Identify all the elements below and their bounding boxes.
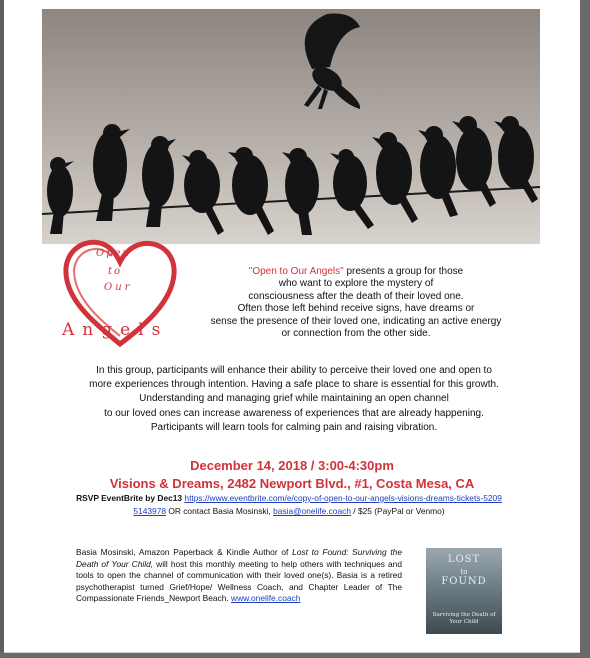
price-text: / $25 (PayPal or Venmo) (350, 506, 445, 516)
body-line-4: to our loved ones can increase awareness of experiences that are already happening. (104, 407, 484, 419)
logo-word-to: to (108, 266, 123, 277)
intro-line-5: sense the presence of their loved one, indicating an active energy (210, 315, 502, 327)
book-cover-subtitle: Surviving the Death of Your Child (432, 612, 496, 625)
eventbrite-link[interactable]: https://www.eventbrite.com/e/copy-of-open-to-our-angels-visions-dreams-tickets-52095143978 (133, 493, 502, 516)
logo-word-our: Our (104, 282, 133, 293)
rsvp-details (74, 492, 504, 518)
intro-line-6: or connection from the other side. (281, 328, 431, 340)
intro-line-1: presents a group for those (343, 266, 464, 277)
book-title-text: Lost to Found: Surviving the Death of Your Child, (76, 547, 402, 569)
logo-word-angels: Angels (62, 320, 169, 340)
rsvp-label: RSVP EventBrite by Dec13 (76, 493, 183, 503)
intro-line-4: Often those left behind receive signs, have dreams or (237, 303, 475, 315)
viewer-scroll-gutter (580, 0, 590, 658)
group-title: "Open to Our Angels" (248, 266, 344, 277)
event-date: December 14, 2018 / 3:00-4:30pm (190, 458, 394, 473)
contact-prefix: OR contact Basia Mosinski, (166, 506, 274, 516)
flyer-page (4, 0, 580, 653)
open-to-our-angels-logo (56, 228, 184, 358)
body-line-2: more experiences through intention. Having a safe place to share is essential for this growth. (89, 379, 499, 391)
intro-line-2: who want to explore the mystery of (278, 278, 434, 290)
book-cover-found: FOUND (441, 576, 487, 587)
book-cover-lost: LOST (447, 554, 481, 565)
logo-word-open: Open (96, 248, 131, 259)
body-line-1: In this group, participants will enhance their ability to perceive their loved one and open to (96, 365, 492, 376)
body-line-5: Participants will learn tools for calming pain and raising vibration. (150, 421, 438, 433)
book-cover-to: to (460, 568, 468, 576)
bio-part-2: will host this monthly meeting to help others with techniques and tools to open the channel of communication with their loved one(s). Basia is a retired psychotherapist turned Grief/Hope/ Wellness Coach, and Chapter Leader of The Compassionate Friends_Newport Beach. (76, 558, 402, 604)
body-line-3: Understanding and managing grief while maintaining an open channel (139, 393, 449, 405)
author-bio (76, 547, 402, 605)
website-link[interactable]: www.onelife.coach (231, 593, 301, 604)
event-venue: Visions & Dreams, 2482 Newport Blvd., #1, Costa Mesa, CA (109, 476, 475, 491)
bio-part-1: Basia Mosinski, Amazon Paperback & Kindle Author of (76, 547, 293, 557)
book-cover-image (426, 548, 502, 634)
intro-paragraph (200, 266, 512, 340)
description-paragraph (54, 364, 534, 435)
birds-on-wire-photo (42, 9, 540, 244)
email-link[interactable]: basia@onelife.coach (273, 506, 351, 516)
intro-line-3: consciousness after the death of their loved one. (248, 290, 464, 302)
